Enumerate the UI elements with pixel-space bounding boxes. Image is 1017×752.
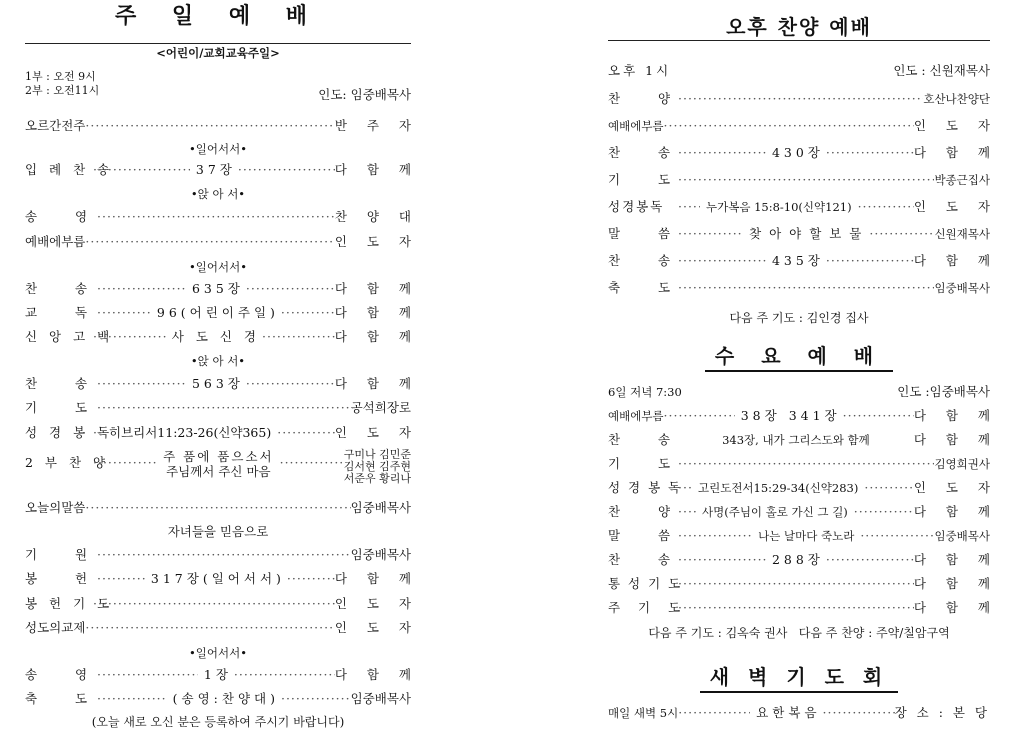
- dawn-prayer-row: 매일 새벽 5시 ····· 요한복음 ····· 장 소 : 본 당: [608, 703, 990, 723]
- afternoon-hymn: 찬 송 ····· 430장 ····· 다 함 께: [608, 143, 990, 163]
- wednesday-praise: 찬 양 ····· 사명(주님이 홀로 가신 그 길) ····· 다 함 께: [608, 502, 990, 522]
- order-item-invocation: 기 원 ····· 임중배목사: [25, 545, 411, 565]
- title-rule: [25, 43, 411, 44]
- order-item-scripture: 성 경 봉 독 ····· 히브리서11:23-26(신약365) ····· 인 도 자: [25, 423, 411, 443]
- afternoon-hymn: 찬 송 ····· 435장 ····· 다 함 께: [608, 251, 990, 271]
- order-item-anthem: 송 영 ····· 1장 ····· 다 함 께: [25, 665, 411, 685]
- service-time-2: 2부 : 오전11시: [25, 84, 100, 97]
- order-item-entrance: 입 례 찬 송 ····· 37장 ····· 다 함 께: [25, 160, 411, 180]
- newcomer-note: (오늘 새로 오신 분은 등록하여 주시기 바랍니다): [91, 715, 345, 729]
- instruction-stand: •일어서서•: [188, 260, 247, 274]
- order-item-organ: 오르간전주 ····· 반 주 자: [25, 116, 411, 136]
- wednesday-scripture: 성 경 봉 독 ····· 고린도전서15:29-34(신약283) ····· 인 도 자: [608, 478, 990, 498]
- order-item-hymn: 찬 송 ····· 635장 ····· 다 함 께: [25, 279, 411, 299]
- title-rule: [608, 40, 990, 41]
- wednesday-sermon: 말 씀 ····· 나는 날마다 죽노라 ····· 임중배목사: [608, 526, 990, 546]
- afternoon-title: 오후 찬양 예배: [726, 15, 872, 39]
- subtitle: <어린이/교회교육주일>: [156, 46, 280, 60]
- wednesday-time-row: 6일 저녁 7:30 인도 :임중배목사: [608, 384, 990, 399]
- wednesday-lords-prayer: 주 기 도 ····· 다 함 께: [608, 598, 990, 618]
- afternoon-time-row: 오후 1시 인도 : 신원재목사: [608, 63, 990, 78]
- order-item-call: 예배에부름 ····· 인 도 자: [25, 232, 411, 252]
- afternoon-praise: 찬 양 ····· 호산나찬양단: [608, 89, 990, 109]
- wednesday-common-prayer: 통 성 기 도 ····· 다 함 께: [608, 574, 990, 594]
- afternoon-scripture: 성경봉독 ····· 누가복음 15:8-10(신약121) ····· 인 도 자: [608, 197, 990, 217]
- order-item-creed: 신 앙 고 백 ····· 사 도 신 경 ····· 다 함 께: [25, 327, 411, 347]
- wednesday-next: 다음 주 기도 : 김옥숙 권사 다음 주 찬양 : 주약/칠암구역: [648, 626, 950, 640]
- instruction-stand: •일어서서•: [188, 646, 247, 660]
- afternoon-benediction: 축 도 ····· 임중배목사: [608, 278, 990, 298]
- order-item-hymn: 찬 송 ····· 563장 ····· 다 함 께: [25, 374, 411, 394]
- afternoon-sermon: 말 씀 ····· 찾 아 야 할 보 물 ····· 신원재목사: [608, 224, 990, 244]
- order-item-prayer: 기 도 ····· 공석희장로: [25, 398, 411, 418]
- instruction-sit: •앉 아 서•: [190, 187, 246, 201]
- order-item-sermon: 오늘의말씀 ····· 임중배목사: [25, 498, 411, 518]
- order-item-anthem: 송 영 ····· 찬 양 대: [25, 207, 411, 227]
- instruction-stand: •일어서서•: [188, 142, 247, 156]
- wednesday-title: 수 요 예 배: [608, 343, 990, 372]
- sunday-worship-title: 주 일 예 배: [115, 4, 321, 29]
- instruction-sit: •앉 아 서•: [190, 354, 246, 368]
- wednesday-call: 예배에부름 ····· 38장 341장 ····· 다 함 께: [608, 406, 990, 426]
- dawn-prayer-title: 새 벽 기 도 회: [608, 664, 990, 693]
- order-item-offering-prayer: 봉 헌 기 도 ····· 인 도 자: [25, 594, 411, 614]
- wednesday-hymn: 찬 송 343장, 내가 그리스도와 함께 다 함 께: [608, 432, 999, 447]
- wednesday-prayer: 기 도 ····· 김영희권사: [608, 454, 990, 474]
- order-item-communion: 성도의교제 ····· 인 도 자: [25, 618, 411, 638]
- order-item-choir: 2 부 찬 양 ····· 주 품에 품으소서 주님께서 주신 마음 ····· 구미나 김민준 김서현 김주현 서준우 황리나: [25, 449, 411, 493]
- wednesday-hymn: 찬 송 ····· 288장 ····· 다 함 께: [608, 550, 990, 570]
- order-item-benediction: 축 도 ····· (송영:찬양대) ····· 임중배목사: [25, 689, 411, 709]
- order-item-responsive: 교 독 ····· 96(어린이주일) ····· 다 함 께: [25, 303, 411, 323]
- order-item-offering: 봉 헌 ····· 317장(일어서서) ····· 다 함 께: [25, 569, 411, 589]
- afternoon-call: 예배에부름 ····· 인 도 자: [608, 116, 990, 136]
- leader: 인도: 임중배목사: [318, 87, 411, 102]
- sermon-title: 자녀들을 믿음으로: [167, 524, 269, 539]
- afternoon-next-prayer: 다음 주 기도 : 김인경 집사: [729, 311, 869, 325]
- afternoon-prayer: 기 도 ····· 박종근집사: [608, 170, 990, 190]
- service-time-1: 1부 : 오전 9시: [25, 70, 96, 83]
